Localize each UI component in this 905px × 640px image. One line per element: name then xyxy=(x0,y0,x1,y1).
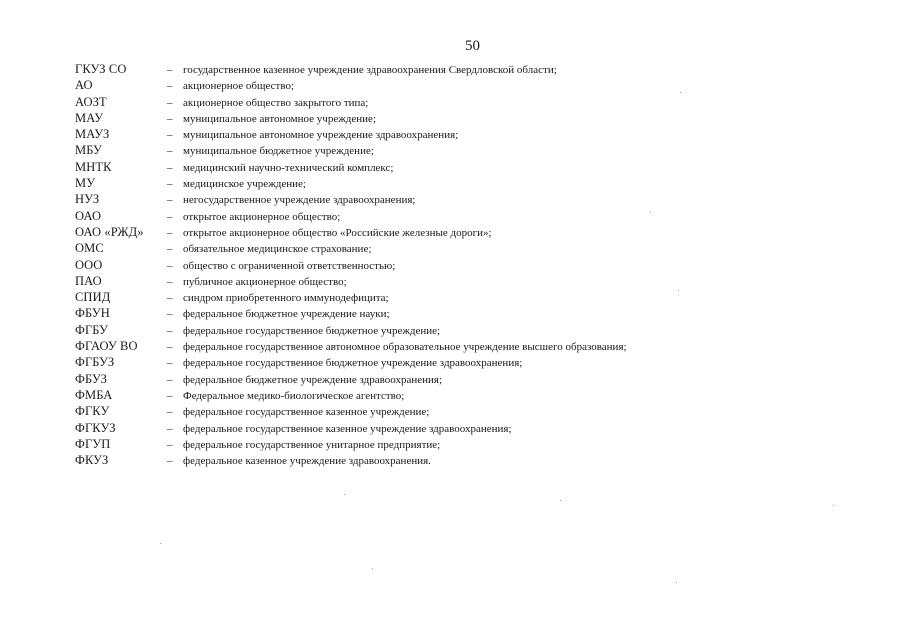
scan-speck xyxy=(676,582,677,583)
abbreviation-term: МУ xyxy=(75,176,96,191)
scan-speck xyxy=(650,212,651,213)
abbreviation-row xyxy=(75,437,627,453)
abbreviation-term: МБУ xyxy=(75,143,103,158)
abbreviation-term: НУЗ xyxy=(75,192,100,207)
abbreviation-definition: общество с ограниченной ответственностью; xyxy=(183,259,396,272)
abbreviation-term: АО xyxy=(75,78,93,93)
abbreviation-term: ФГАОУ ВО xyxy=(75,339,138,354)
abbreviation-row xyxy=(75,95,627,111)
abbreviation-row xyxy=(75,290,627,306)
abbreviation-definition: федеральное государственное казенное учреждение здравоохранения; xyxy=(183,422,512,435)
abbreviation-term: ГКУЗ СО xyxy=(75,62,127,76)
dash-separator: – xyxy=(167,292,173,305)
abbreviation-definition: акционерное общество; xyxy=(183,80,295,93)
abbreviation-term: ОМС xyxy=(75,241,104,256)
dash-separator: – xyxy=(167,455,173,468)
abbreviation-row xyxy=(75,241,627,257)
abbreviation-definition: муниципальное бюджетное учреждение; xyxy=(183,145,374,158)
abbreviation-term: МАУЗ xyxy=(75,127,110,142)
abbreviation-list xyxy=(75,62,627,469)
dash-separator: – xyxy=(167,275,173,288)
abbreviation-definition: федеральное бюджетное учреждение науки; xyxy=(183,308,390,321)
dash-separator: – xyxy=(167,96,173,109)
scan-speck xyxy=(160,543,161,544)
abbreviation-term: ФГБУ xyxy=(75,322,109,337)
dash-separator: – xyxy=(167,145,173,158)
dash-separator: – xyxy=(167,357,173,370)
dash-separator: – xyxy=(167,243,173,256)
dash-separator: – xyxy=(167,438,173,451)
abbreviation-term: ФБУЗ xyxy=(75,371,107,386)
abbreviation-term: ФГКУ xyxy=(75,404,110,419)
abbreviation-row xyxy=(75,372,627,388)
dash-separator: – xyxy=(167,259,173,272)
abbreviation-term: МНТК xyxy=(75,159,112,174)
abbreviation-term: ФКУЗ xyxy=(75,453,109,468)
abbreviation-row xyxy=(75,176,627,192)
abbreviation-definition: публичное акционерное общество; xyxy=(183,275,347,288)
dash-separator: – xyxy=(167,161,173,174)
abbreviation-row xyxy=(75,160,627,176)
abbreviation-row xyxy=(75,209,627,225)
abbreviation-definition: открытое акционерное общество «Российские железные дороги»; xyxy=(183,226,492,239)
scan-speck xyxy=(560,500,561,501)
scan-speck xyxy=(344,494,345,495)
abbreviation-row xyxy=(75,62,627,78)
dash-separator: – xyxy=(167,129,173,142)
abbreviation-row xyxy=(75,404,627,420)
abbreviation-term: ООО xyxy=(75,257,103,272)
abbreviation-row xyxy=(75,127,627,143)
abbreviation-term: ФГКУЗ xyxy=(75,420,116,435)
abbreviation-definition: медицинское учреждение; xyxy=(183,178,306,191)
abbreviation-row xyxy=(75,78,627,94)
abbreviation-term: ОАО «РЖД» xyxy=(75,224,144,239)
abbreviation-definition: федеральное государственное бюджетное учреждение; xyxy=(183,324,441,337)
abbreviation-definition: федеральное государственное автономное образовательное учреждение высшего образования; xyxy=(183,341,627,354)
abbreviation-row xyxy=(75,225,627,241)
abbreviation-row xyxy=(75,421,627,437)
page-number: 50 xyxy=(465,38,480,54)
abbreviation-definition: медицинский научно-технический комплекс; xyxy=(183,161,394,174)
abbreviation-definition: федеральное государственное унитарное предприятие; xyxy=(183,438,441,451)
abbreviation-term: ОАО xyxy=(75,208,102,223)
abbreviation-term: ПАО xyxy=(75,273,102,288)
abbreviation-definition: федеральное государственное бюджетное учреждение здравоохранения; xyxy=(183,357,523,370)
abbreviation-term: СПИД xyxy=(75,290,111,305)
abbreviation-row xyxy=(75,111,627,127)
dash-separator: – xyxy=(167,341,173,354)
abbreviation-definition: обязательное медицинское страхование; xyxy=(183,243,372,256)
dash-separator: – xyxy=(167,308,173,321)
abbreviation-term: МАУ xyxy=(75,110,104,125)
abbreviation-definition: акционерное общество закрытого типа; xyxy=(183,96,369,109)
abbreviation-row xyxy=(75,306,627,322)
abbreviation-definition: федеральное государственное казенное учреждение; xyxy=(183,406,430,419)
dash-separator: – xyxy=(167,406,173,419)
abbreviation-definition: государственное казенное учреждение здравоохранения Свердловской области; xyxy=(183,64,557,76)
abbreviation-definition: Федеральное медико-биологическое агентство; xyxy=(183,389,405,402)
dash-separator: – xyxy=(167,178,173,191)
abbreviation-row xyxy=(75,274,627,290)
abbreviation-term: ФГУП xyxy=(75,436,111,451)
scan-speck xyxy=(833,505,834,506)
abbreviation-row xyxy=(75,388,627,404)
scan-speck xyxy=(680,92,681,93)
abbreviation-row xyxy=(75,143,627,159)
abbreviation-row xyxy=(75,339,627,355)
abbreviation-row xyxy=(75,355,627,371)
abbreviation-term: АОЗТ xyxy=(75,94,107,109)
abbreviation-definition: муниципальное автономное учреждение здравоохранения; xyxy=(183,129,459,142)
dash-separator: – xyxy=(167,80,173,93)
dash-separator: – xyxy=(167,226,173,239)
abbreviation-row xyxy=(75,192,627,208)
abbreviation-definition: муниципальное автономное учреждение; xyxy=(183,112,376,125)
abbreviation-row xyxy=(75,453,627,469)
dash-separator: – xyxy=(167,210,173,223)
scan-speck xyxy=(678,290,679,291)
dash-separator: – xyxy=(167,112,173,125)
dash-separator: – xyxy=(167,194,173,207)
abbreviation-definition: открытое акционерное общество; xyxy=(183,210,341,223)
abbreviation-term: ФГБУЗ xyxy=(75,355,115,370)
abbreviation-row xyxy=(75,323,627,339)
dash-separator: – xyxy=(167,422,173,435)
abbreviation-term: ФМБА xyxy=(75,387,113,402)
abbreviation-definition: негосударственное учреждение здравоохранения; xyxy=(183,194,416,207)
dash-separator: – xyxy=(167,64,173,76)
dash-separator: – xyxy=(167,373,173,386)
abbreviation-term: ФБУН xyxy=(75,306,110,321)
abbreviation-definition: федеральное казенное учреждение здравоохранения. xyxy=(183,455,431,468)
scan-speck xyxy=(372,568,373,569)
dash-separator: – xyxy=(167,324,173,337)
abbreviation-definition: синдром приобретенного иммунодефицита; xyxy=(183,292,389,305)
abbreviation-row xyxy=(75,258,627,274)
dash-separator: – xyxy=(167,389,173,402)
abbreviation-definition: федеральное бюджетное учреждение здравоохранения; xyxy=(183,373,443,386)
